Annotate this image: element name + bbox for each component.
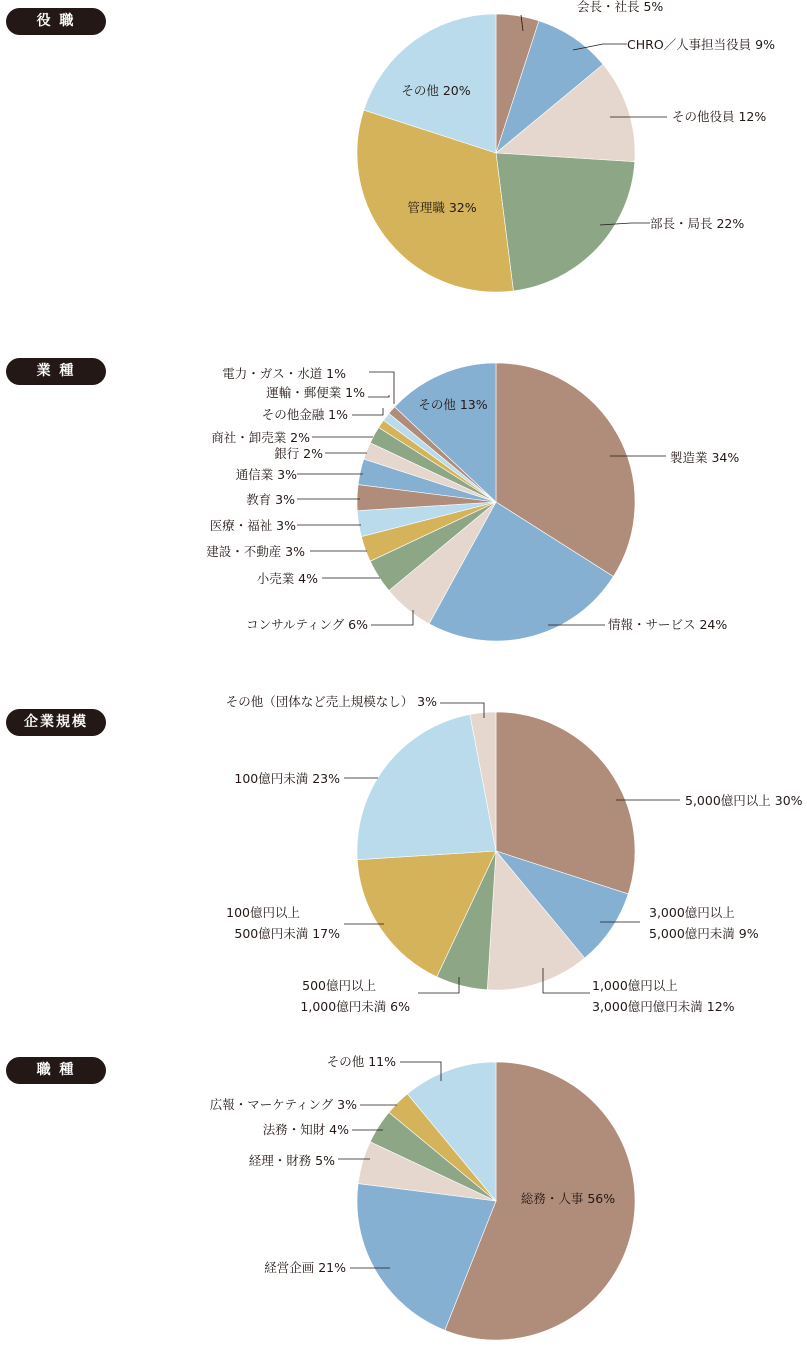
slice-label-0-3: 部長・局長 22% — [650, 216, 745, 231]
slice-label-1-4: 建設・不動産 3% — [206, 544, 305, 559]
slice-label-1-12: 電力・ガス・水道 1% — [222, 366, 346, 381]
slice-label-0-0: 会長・社長 5% — [577, 0, 664, 14]
slice-label-1-11: 運輸・郵便業 1% — [266, 385, 365, 400]
slice-label-2-4: 100億円以上 — [226, 905, 300, 920]
slice-label-1-7: 通信業 3% — [235, 467, 297, 482]
section-label-industry: 業 種 — [6, 358, 106, 385]
slice-label-2-1: 3,000億円以上 — [649, 905, 735, 920]
slice-label-2-1: 5,000億円未満 9% — [649, 926, 759, 941]
slice-label-1-3: 小売業 4% — [256, 571, 318, 586]
slice-label-3-0: 総務・人事 56% — [520, 1191, 616, 1206]
slice-label-0-5: その他 20% — [401, 83, 471, 98]
section-label-position: 役 職 — [6, 8, 106, 35]
slice-label-1-1: 情報・サービス 24% — [608, 617, 728, 632]
slice-label-1-0: 製造業 34% — [670, 450, 740, 465]
section-label-company-size: 企業規模 — [6, 709, 106, 736]
slice-label-3-3: 法務・知財 4% — [262, 1122, 349, 1137]
slice-label-2-5: 100億円未満 23% — [234, 771, 340, 786]
slice-label-1-2: コンサルティング 6% — [246, 617, 368, 632]
slice-label-3-1: 経営企画 21% — [264, 1260, 346, 1275]
slice-label-1-10: その他金融 1% — [261, 407, 348, 422]
leader-line-1-10 — [352, 408, 383, 415]
slice-label-0-1: CHRO／人事担当役員 9% — [627, 37, 775, 52]
slice-label-1-8: 銀行 2% — [274, 446, 323, 461]
leader-line-1-12 — [369, 372, 394, 404]
slice-label-0-2: その他役員 12% — [672, 109, 767, 124]
slice-label-3-4: 広報・マーケティング 3% — [209, 1097, 357, 1112]
slice-label-1-13: その他 13% — [418, 397, 488, 412]
slice-label-3-5: その他 11% — [326, 1054, 396, 1069]
slice-label-0-4: 管理職 32% — [407, 200, 477, 215]
slice-label-2-3: 1,000億円未満 6% — [300, 999, 410, 1014]
pie-slice-0-3 — [496, 153, 635, 291]
slice-label-3-2: 経理・財務 5% — [248, 1153, 335, 1168]
leader-line-1-11 — [368, 395, 389, 397]
slice-label-2-0: 5,000億円以上 30% — [685, 793, 803, 808]
slice-label-1-5: 医療・福祉 3% — [209, 518, 296, 533]
section-label-job-type: 職 種 — [6, 1057, 106, 1084]
slice-label-2-3: 500億円以上 — [302, 978, 376, 993]
slice-label-2-2: 1,000億円以上 — [592, 978, 678, 993]
slice-label-2-2: 3,000億円億円未満 12% — [592, 999, 735, 1014]
slice-label-1-9: 商社・卸売業 2% — [211, 430, 310, 445]
leader-line-1-2 — [371, 610, 413, 625]
slice-label-2-6: その他（団体など売上規模なし） 3% — [225, 694, 437, 709]
slice-label-1-6: 教育 3% — [246, 492, 295, 507]
slice-label-2-4: 500億円未満 17% — [234, 926, 340, 941]
